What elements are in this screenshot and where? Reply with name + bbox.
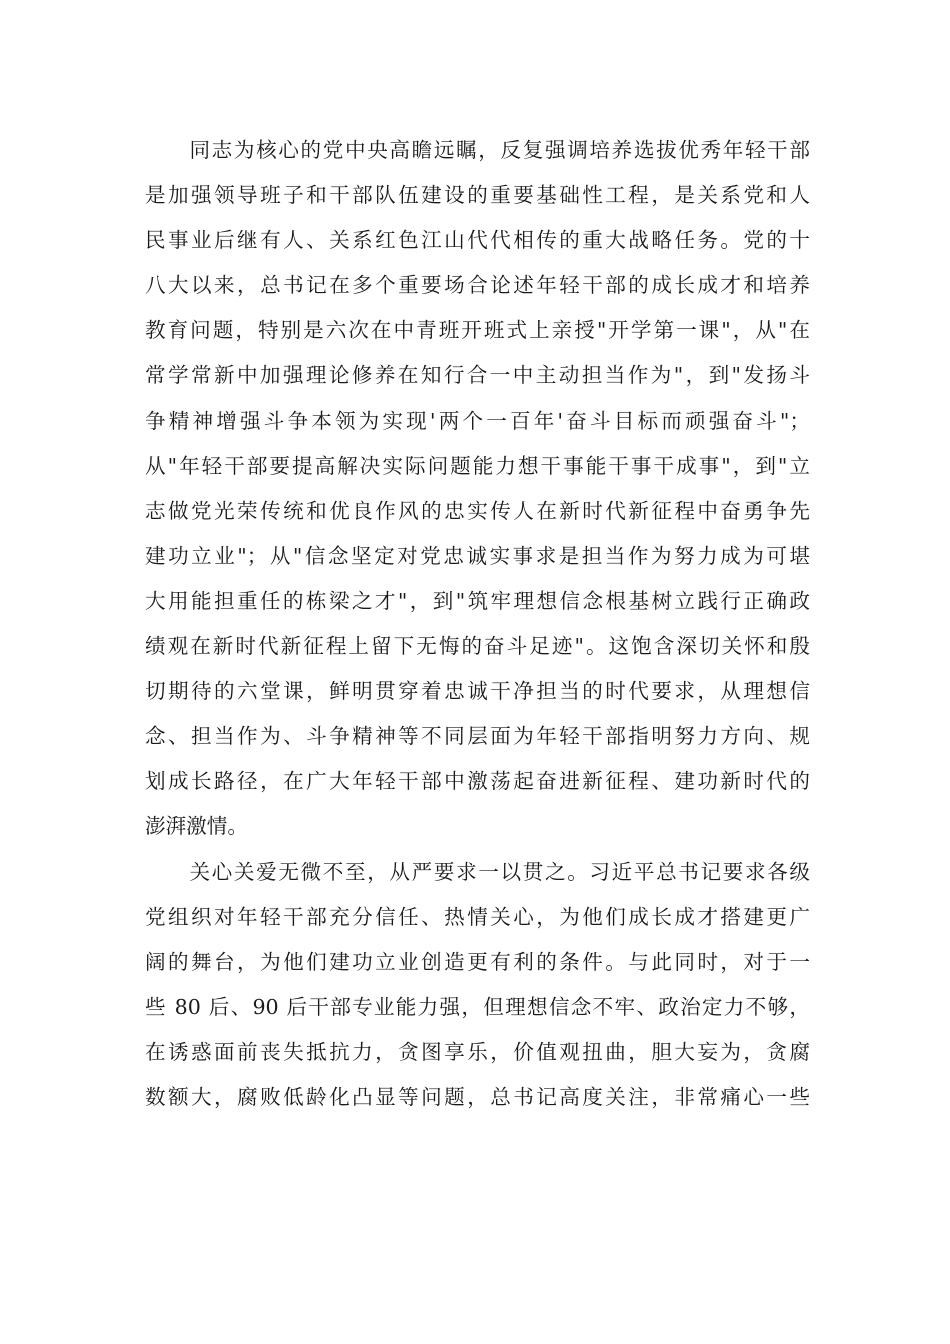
paragraph-1 xyxy=(145,128,810,850)
text-line: 些 80 后、90 后干部专业能力强，但理想信念不牢、政治定力不够， xyxy=(145,994,810,1019)
text-line: 民事业后继有人、关系红色江山代代相传的重大战略任务。党的十 xyxy=(145,228,810,253)
text-line: 八大以来，总书记在多个重要场合论述年轻干部的成长成才和培养 xyxy=(145,273,810,298)
text-line: 是加强领导班子和干部队伍建设的重要基础性工程，是关系党和人 xyxy=(145,183,810,208)
text-line: 念、担当作为、斗争精神等不同层面为年轻干部指明努力方向、规 xyxy=(145,724,810,749)
text-line: 数额大，腐败低龄化凸显等问题，总书记高度关注，非常痛心一些 xyxy=(145,1084,810,1109)
document-body xyxy=(145,128,810,1120)
text-line: 大用能担重任的栋梁之才"，到"筑牢理想信念根基树立践行正确政 xyxy=(145,588,810,613)
text-line: 在诱惑面前丧失抵抗力，贪图享乐，价值观扭曲，胆大妄为，贪腐 xyxy=(145,1039,810,1064)
text-line: 党组织对年轻干部充分信任、热情关心，为他们成长成才搭建更广 xyxy=(145,904,810,929)
text-line: 同志为核心的党中央高瞻远瞩，反复强调培养选拔优秀年轻干部 xyxy=(145,138,810,162)
text-line: 常学常新中加强理论修养在知行合一中主动担当作为"，到"发扬斗 xyxy=(145,363,810,388)
text-line: 志做党光荣传统和优良作风的忠实传人在新时代新征程中奋勇争先 xyxy=(145,498,810,523)
text-line: 关心关爱无微不至，从严要求一以贯之。习近平总书记要求各级 xyxy=(145,859,810,884)
text-line: 从"年轻干部要提高解决实际问题能力想干事能干事干成事"，到"立 xyxy=(145,453,810,478)
text-line: 阔的舞台，为他们建功立业创造更有利的条件。与此同时，对于一 xyxy=(145,949,810,974)
paragraph-2 xyxy=(145,850,810,1121)
text-line: 争精神增强斗争本领为实现'两个一百年'奋斗目标而顽强奋斗"； xyxy=(145,408,810,433)
text-line: 绩观在新时代新征程上留下无悔的奋斗足迹"。这饱含深切关怀和殷 xyxy=(145,634,810,659)
text-line: 划成长路径，在广大年轻干部中激荡起奋进新征程、建功新时代的 xyxy=(145,769,810,794)
text-line: 建功立业"；从"信念坚定对党忠诚实事求是担当作为努力成为可堪 xyxy=(145,543,810,568)
text-line: 教育问题，特别是六次在中青班开班式上亲授"开学第一课"，从"在 xyxy=(145,318,810,343)
text-line: 澎湃激情。 xyxy=(145,814,248,839)
text-line: 切期待的六堂课，鲜明贯穿着忠诚干净担当的时代要求，从理想信 xyxy=(145,679,810,704)
